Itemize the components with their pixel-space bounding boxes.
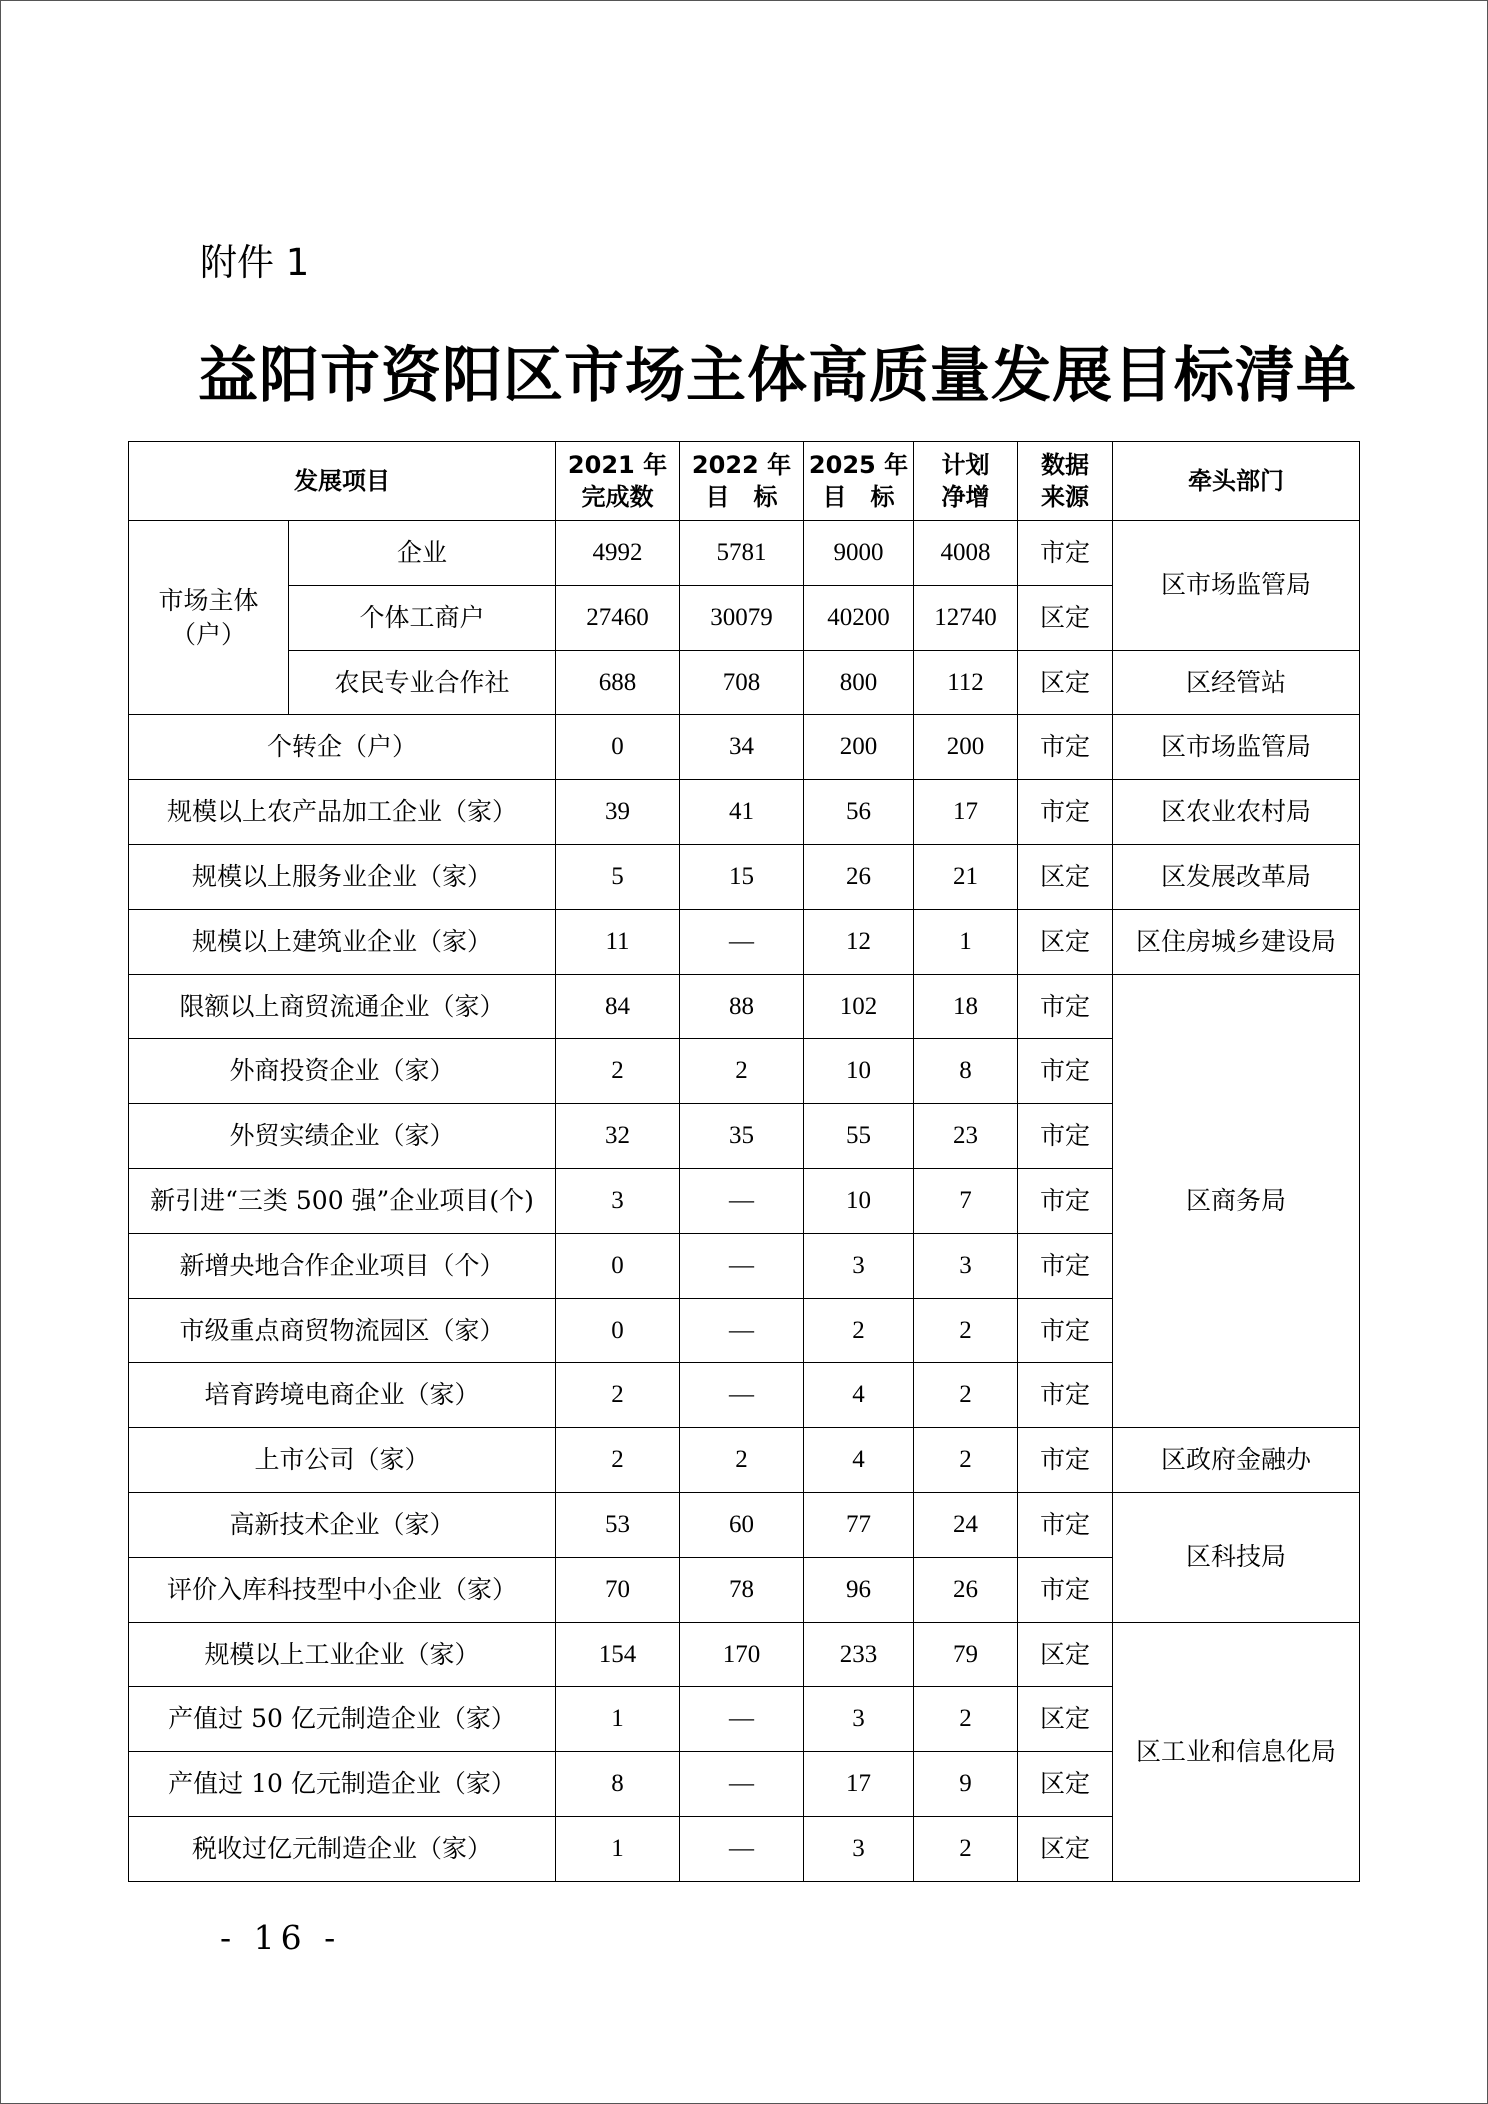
value-net: 8 xyxy=(914,1039,1018,1104)
value-2021: 8 xyxy=(556,1752,680,1817)
dept-cell: 区发展改革局 xyxy=(1113,844,1360,909)
value-net: 200 xyxy=(914,715,1018,780)
value-2025: 200 xyxy=(804,715,914,780)
value-2025: 96 xyxy=(804,1557,914,1622)
dept-cell: 区市场监管局 xyxy=(1113,521,1360,651)
document-title: 益阳市资阳区市场主体高质量发展目标清单 xyxy=(198,341,1357,411)
value-2022: 2 xyxy=(680,1039,804,1104)
table-row xyxy=(129,650,1360,715)
dept-cell: 区农业农村局 xyxy=(1113,780,1360,845)
value-source: 市定 xyxy=(1018,1168,1113,1233)
value-2022: 708 xyxy=(680,650,804,715)
value-2025: 26 xyxy=(804,844,914,909)
value-source: 市定 xyxy=(1018,1363,1113,1428)
table-row xyxy=(129,974,1360,1039)
value-2021: 70 xyxy=(556,1557,680,1622)
value-net: 2 xyxy=(914,1687,1018,1752)
value-source: 市定 xyxy=(1018,1233,1113,1298)
value-2022: 35 xyxy=(680,1104,804,1169)
value-source: 市定 xyxy=(1018,1039,1113,1104)
header-dept: 牵头部门 xyxy=(1113,442,1360,521)
row-name: 新增央地合作企业项目（个） xyxy=(129,1233,556,1298)
row-name: 市级重点商贸物流园区（家） xyxy=(129,1298,556,1363)
value-2022: — xyxy=(680,1363,804,1428)
value-2025: 40200 xyxy=(804,585,914,650)
table-row xyxy=(129,909,1360,974)
header-source: 数据 来源 xyxy=(1018,442,1113,521)
value-2022: 2 xyxy=(680,1428,804,1493)
value-net: 7 xyxy=(914,1168,1018,1233)
value-source: 市定 xyxy=(1018,1557,1113,1622)
header-2025: 2025 年 目 标 xyxy=(804,442,914,521)
value-source: 市定 xyxy=(1018,780,1113,845)
row-name: 企业 xyxy=(289,521,556,586)
header-2021: 2021 年 完成数 xyxy=(556,442,680,521)
value-net: 2 xyxy=(914,1428,1018,1493)
value-2025: 12 xyxy=(804,909,914,974)
row-name: 规模以上服务业企业（家） xyxy=(129,844,556,909)
value-2022: — xyxy=(680,1168,804,1233)
value-2025: 2 xyxy=(804,1298,914,1363)
table-row xyxy=(129,1428,1360,1493)
value-source: 市定 xyxy=(1018,974,1113,1039)
dept-cell: 区经管站 xyxy=(1113,650,1360,715)
value-2021: 39 xyxy=(556,780,680,845)
value-2025: 233 xyxy=(804,1622,914,1687)
value-source: 区定 xyxy=(1018,1622,1113,1687)
value-2021: 4992 xyxy=(556,521,680,586)
row-name: 上市公司（家） xyxy=(129,1428,556,1493)
table-row xyxy=(129,521,1360,586)
value-net: 24 xyxy=(914,1492,1018,1557)
value-2022: 88 xyxy=(680,974,804,1039)
value-net: 79 xyxy=(914,1622,1018,1687)
row-name: 新引进“三类 500 强”企业项目(个) xyxy=(129,1168,556,1233)
table-row xyxy=(129,1492,1360,1557)
value-source: 区定 xyxy=(1018,1816,1113,1881)
row-name: 产值过 50 亿元制造企业（家） xyxy=(129,1687,556,1752)
value-source: 市定 xyxy=(1018,1104,1113,1169)
dept-cell: 区住房城乡建设局 xyxy=(1113,909,1360,974)
value-net: 2 xyxy=(914,1298,1018,1363)
value-2021: 154 xyxy=(556,1622,680,1687)
value-net: 3 xyxy=(914,1233,1018,1298)
value-2021: 688 xyxy=(556,650,680,715)
value-2021: 84 xyxy=(556,974,680,1039)
value-2021: 2 xyxy=(556,1363,680,1428)
value-2022: — xyxy=(680,1816,804,1881)
value-source: 区定 xyxy=(1018,909,1113,974)
value-source: 区定 xyxy=(1018,650,1113,715)
value-2022: 30079 xyxy=(680,585,804,650)
row-name: 培育跨境电商企业（家） xyxy=(129,1363,556,1428)
value-2021: 0 xyxy=(556,715,680,780)
value-2025: 4 xyxy=(804,1363,914,1428)
value-source: 市定 xyxy=(1018,715,1113,780)
value-2021: 2 xyxy=(556,1428,680,1493)
value-2022: — xyxy=(680,1752,804,1817)
row-name: 高新技术企业（家） xyxy=(129,1492,556,1557)
table-row xyxy=(129,1622,1360,1687)
row-name: 产值过 10 亿元制造企业（家） xyxy=(129,1752,556,1817)
value-2021: 32 xyxy=(556,1104,680,1169)
value-2021: 53 xyxy=(556,1492,680,1557)
value-2021: 5 xyxy=(556,844,680,909)
value-2025: 10 xyxy=(804,1039,914,1104)
value-2022: 15 xyxy=(680,844,804,909)
value-2025: 55 xyxy=(804,1104,914,1169)
value-2025: 3 xyxy=(804,1233,914,1298)
group-label: 市场主体 （户） xyxy=(129,521,289,715)
value-2022: 41 xyxy=(680,780,804,845)
page-number: - 16 - xyxy=(220,1918,342,1957)
header-item: 发展项目 xyxy=(129,442,556,521)
value-2021: 11 xyxy=(556,909,680,974)
value-2021: 27460 xyxy=(556,585,680,650)
table-row xyxy=(129,780,1360,845)
value-2022: — xyxy=(680,1233,804,1298)
row-name: 个转企（户） xyxy=(129,715,556,780)
table-row xyxy=(129,844,1360,909)
target-table xyxy=(128,441,1360,1882)
value-2022: 34 xyxy=(680,715,804,780)
value-net: 9 xyxy=(914,1752,1018,1817)
row-name: 税收过亿元制造企业（家） xyxy=(129,1816,556,1881)
value-net: 12740 xyxy=(914,585,1018,650)
value-2021: 0 xyxy=(556,1298,680,1363)
value-2025: 800 xyxy=(804,650,914,715)
value-2025: 17 xyxy=(804,1752,914,1817)
header-2022: 2022 年 目 标 xyxy=(680,442,804,521)
value-source: 区定 xyxy=(1018,1687,1113,1752)
value-net: 17 xyxy=(914,780,1018,845)
value-2022: 60 xyxy=(680,1492,804,1557)
value-source: 区定 xyxy=(1018,844,1113,909)
row-name: 规模以上农产品加工企业（家） xyxy=(129,780,556,845)
value-net: 26 xyxy=(914,1557,1018,1622)
dept-cell: 区政府金融办 xyxy=(1113,1428,1360,1493)
attachment-label: 附件 1 xyxy=(200,241,310,284)
value-2022: 78 xyxy=(680,1557,804,1622)
value-2025: 3 xyxy=(804,1687,914,1752)
value-source: 市定 xyxy=(1018,521,1113,586)
value-2025: 3 xyxy=(804,1816,914,1881)
value-2022: 5781 xyxy=(680,521,804,586)
header-plan: 计划 净增 xyxy=(914,442,1018,521)
value-source: 市定 xyxy=(1018,1428,1113,1493)
value-net: 4008 xyxy=(914,521,1018,586)
value-2022: — xyxy=(680,1298,804,1363)
value-net: 23 xyxy=(914,1104,1018,1169)
value-2025: 4 xyxy=(804,1428,914,1493)
dept-cell: 区工业和信息化局 xyxy=(1113,1622,1360,1881)
row-name: 规模以上建筑业企业（家） xyxy=(129,909,556,974)
value-net: 2 xyxy=(914,1363,1018,1428)
value-net: 1 xyxy=(914,909,1018,974)
value-2025: 10 xyxy=(804,1168,914,1233)
dept-cell: 区商务局 xyxy=(1113,974,1360,1428)
value-source: 市定 xyxy=(1018,1298,1113,1363)
value-2025: 56 xyxy=(804,780,914,845)
value-2021: 2 xyxy=(556,1039,680,1104)
row-name: 个体工商户 xyxy=(289,585,556,650)
row-name: 评价入库科技型中小企业（家） xyxy=(129,1557,556,1622)
value-2022: 170 xyxy=(680,1622,804,1687)
value-net: 21 xyxy=(914,844,1018,909)
value-2021: 1 xyxy=(556,1687,680,1752)
row-name: 外商投资企业（家） xyxy=(129,1039,556,1104)
value-2025: 102 xyxy=(804,974,914,1039)
value-source: 区定 xyxy=(1018,1752,1113,1817)
value-2025: 9000 xyxy=(804,521,914,586)
value-net: 2 xyxy=(914,1816,1018,1881)
table-header-row xyxy=(129,442,1360,521)
table-row xyxy=(129,715,1360,780)
value-2021: 3 xyxy=(556,1168,680,1233)
dept-cell: 区市场监管局 xyxy=(1113,715,1360,780)
value-2022: — xyxy=(680,909,804,974)
value-source: 市定 xyxy=(1018,1492,1113,1557)
row-name: 农民专业合作社 xyxy=(289,650,556,715)
value-net: 18 xyxy=(914,974,1018,1039)
value-net: 112 xyxy=(914,650,1018,715)
value-2021: 1 xyxy=(556,1816,680,1881)
row-name: 外贸实绩企业（家） xyxy=(129,1104,556,1169)
value-source: 区定 xyxy=(1018,585,1113,650)
value-2021: 0 xyxy=(556,1233,680,1298)
value-2025: 77 xyxy=(804,1492,914,1557)
value-2022: — xyxy=(680,1687,804,1752)
dept-cell: 区科技局 xyxy=(1113,1492,1360,1622)
row-name: 限额以上商贸流通企业（家） xyxy=(129,974,556,1039)
row-name: 规模以上工业企业（家） xyxy=(129,1622,556,1687)
